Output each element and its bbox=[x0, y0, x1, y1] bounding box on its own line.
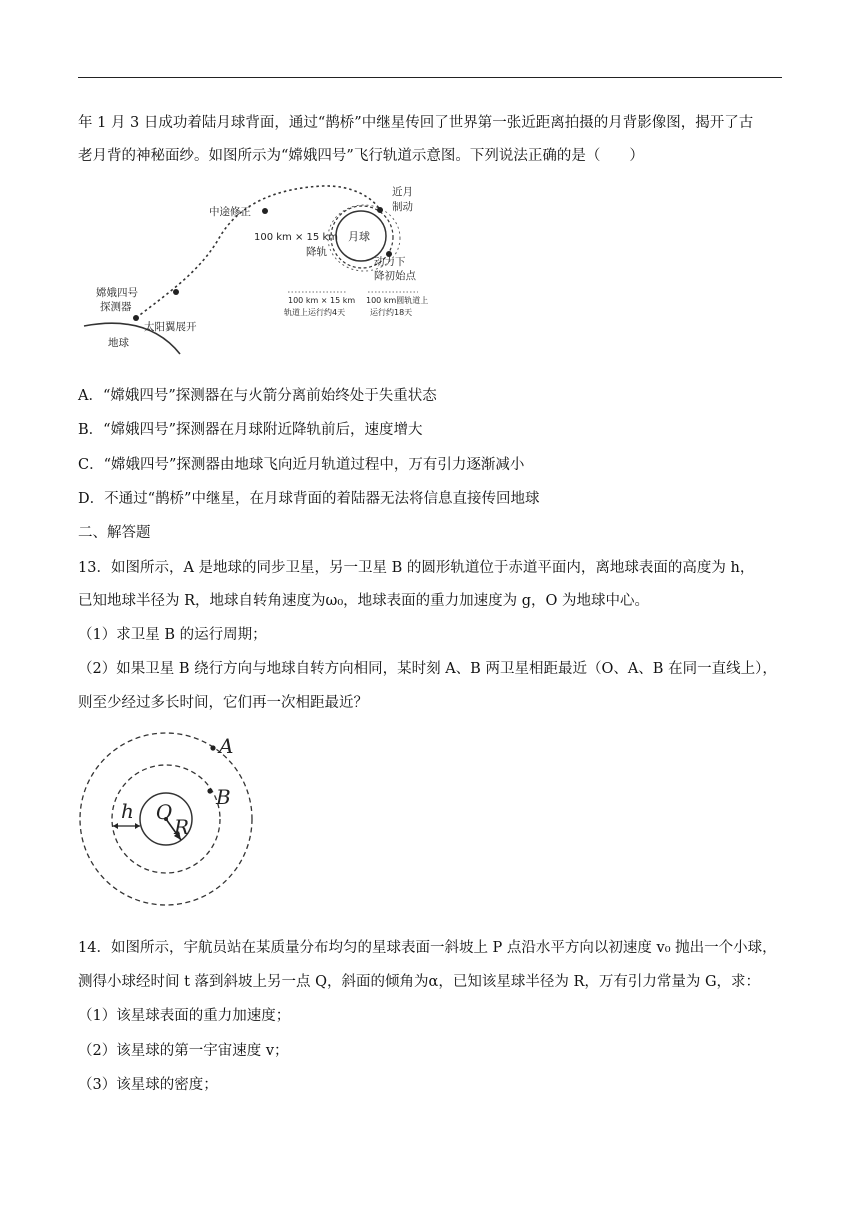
header-rule bbox=[78, 77, 782, 78]
section-title: 二、解答题 bbox=[78, 525, 151, 541]
label-solar: 太阳翼展开 bbox=[144, 321, 197, 333]
q12-option-c: C．“嫦娥四号”探测器由地球飞向近月轨道过程中，万有引力逐渐减小 bbox=[78, 457, 525, 473]
q13-line1: 13．如图所示，A 是地球的同步卫星，另一卫星 B 的圆形轨道位于赤道平面内，离地球表面的高度为 h， bbox=[78, 560, 755, 576]
label-note2-2: 运行约18天 bbox=[370, 308, 413, 317]
satellite-a-dot bbox=[210, 745, 215, 750]
label-note1-1: 100 km × 15 km bbox=[288, 296, 356, 305]
q14-line2: 测得小球经时间 t 落到斜坡上另一点 Q，斜面的倾角为α，已知该星球半径为 R，万有引力常量为 G，求： bbox=[78, 974, 761, 990]
label-b: B bbox=[216, 785, 231, 809]
label-descend: 降轨 bbox=[306, 246, 327, 258]
q13-sub1: （1）求卫星 B 的运行周期； bbox=[78, 627, 267, 643]
q13-sub2-line2: 则至少经过多长时间，它们再一次相距最近？ bbox=[78, 695, 368, 711]
label-note1-2: 轨道上运行约4天 bbox=[284, 308, 346, 317]
q12-option-d: D．不通过“鹊桥”中继星，在月球背面的着陆器无法将信息直接传回地球 bbox=[78, 491, 540, 507]
q12-stem-line2: 老月背的神秘面纱。如图所示为“嫦娥四号”飞行轨道示意图。下列说法正确的是（ ） bbox=[78, 148, 644, 164]
point-midcourse bbox=[262, 208, 268, 214]
q14-sub3: （3）该星球的密度； bbox=[78, 1077, 218, 1093]
q12-option-b: B．“嫦娥四号”探测器在月球附近降轨前后，速度增大 bbox=[78, 422, 423, 438]
q12-option-a: A．“嫦娥四号”探测器在与火箭分离前始终处于失重状态 bbox=[78, 388, 437, 404]
satellite-b-dot bbox=[207, 788, 212, 793]
q12-stem-line1: 年 1 月 3 日成功着陆月球背面，通过“鹊桥”中继星传回了世界第一张近距离拍摄的月背影像图，揭开了古 bbox=[78, 115, 754, 131]
q13-sub2-line1: （2）如果卫星 B 绕行方向与地球自转方向相同，某时刻 A、B 两卫星相距最近（O、A、B 在同一直线上）， bbox=[78, 661, 777, 677]
label-brake-2: 制动 bbox=[392, 201, 413, 213]
point-brake bbox=[377, 207, 383, 213]
label-orbit: 100 km × 15 km bbox=[254, 232, 338, 243]
label-a: A bbox=[219, 734, 234, 758]
label-moon: 月球 bbox=[348, 230, 370, 243]
label-earth: 地球 bbox=[108, 337, 129, 349]
label-o: O bbox=[156, 800, 173, 824]
label-probe-2: 探测器 bbox=[100, 301, 132, 313]
point-probe bbox=[133, 315, 139, 321]
q14-sub1: （1）该星球表面的重力加速度； bbox=[78, 1008, 291, 1024]
label-brake-1: 近月 bbox=[392, 186, 413, 198]
chang-e-4-trajectory-diagram bbox=[78, 178, 438, 368]
label-r: R bbox=[174, 815, 190, 839]
label-power-1: 动力下 bbox=[374, 256, 406, 268]
label-probe-1: 嫦娥四号 bbox=[96, 287, 138, 299]
q13-line2: 已知地球半径为 R，地球自转角速度为ω₀，地球表面的重力加速度为 g，O 为地球中心。 bbox=[78, 593, 650, 609]
q14-line1: 14．如图所示，宇航员站在某质量分布均匀的星球表面一斜坡上 P 点沿水平方向以初速度 v₀ 抛出一个小球， bbox=[78, 940, 777, 956]
point-solar-wing bbox=[173, 289, 179, 295]
label-h: h bbox=[121, 799, 134, 823]
satellite-orbit-diagram bbox=[78, 730, 268, 920]
label-power-2: 降初始点 bbox=[374, 270, 416, 282]
label-note2-1: 100 km圆轨道上 bbox=[366, 296, 429, 305]
q14-sub2: （2）该星球的第一宇宙速度 v； bbox=[78, 1043, 289, 1059]
label-midcourse: 中途修正 bbox=[209, 206, 251, 218]
